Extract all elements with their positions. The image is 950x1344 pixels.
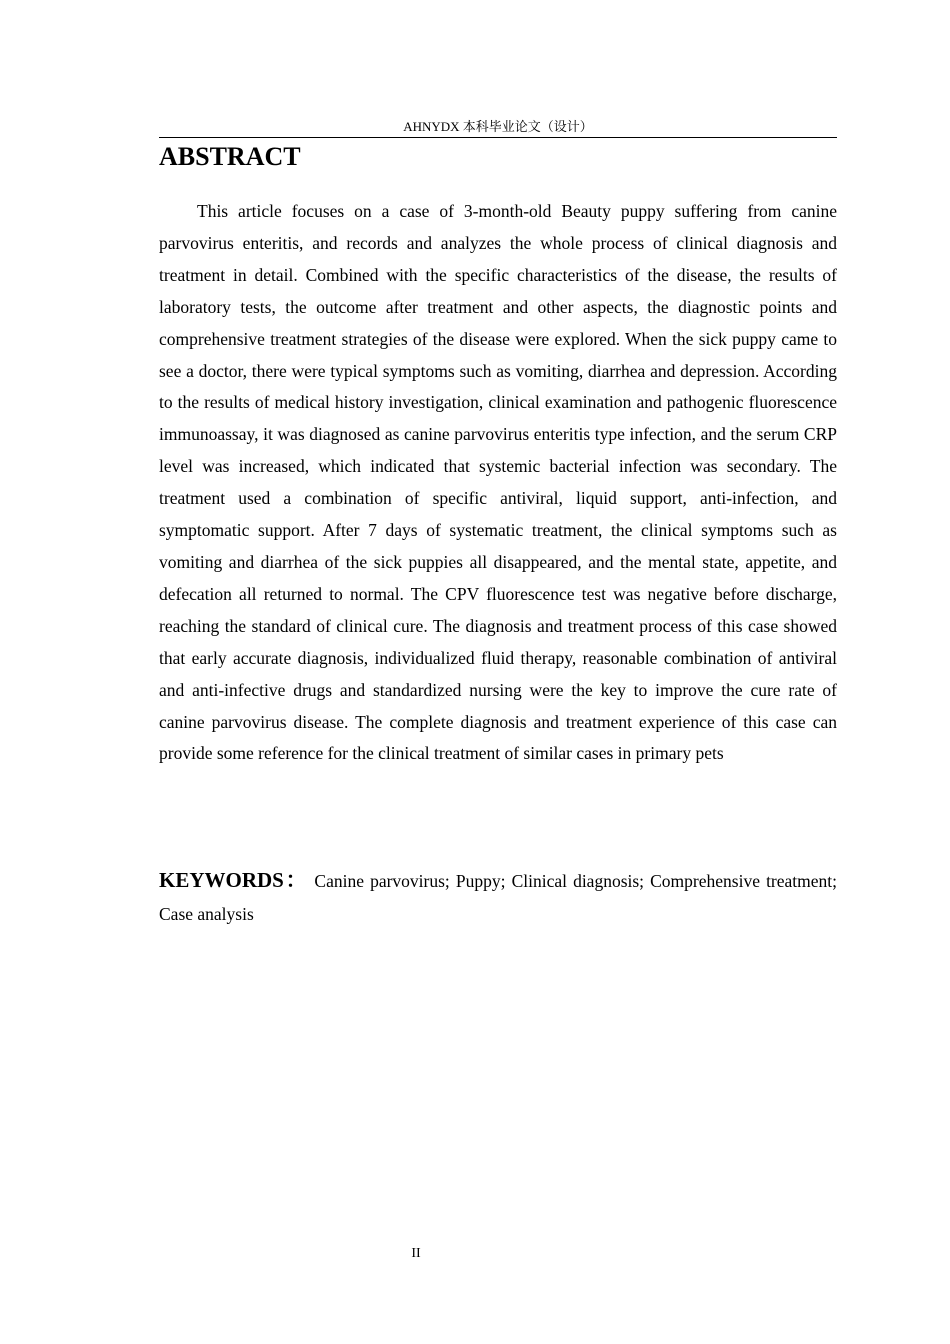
keywords-section bbox=[159, 864, 837, 931]
abstract-paragraph: This article focuses on a case of 3-month-old Beauty puppy suffering from canine parvovirus enteritis, and records and analyzes the whole process of clinical diagnosis and treatment in detail. Combined with the specific characteristics of the disease, the results of laboratory tests, the outcome after treatment and other aspects, the diagnostic points and comprehensive treatment strategies of the disease were explored. When the sick puppy came to see a doctor, there were typical symptoms such as vomiting, diarrhea and depression. According to the results of medical history investigation, clinical examination and pathogenic fluorescence immunoassay, it was diagnosed as canine parvovirus enteritis type infection, and the serum CRP level was increased, which indicated that systemic bacterial infection was secondary. The treatment used a combination of specific antiviral, liquid support, anti-infection, and symptomatic support. After 7 days of systematic treatment, the clinical symptoms such as vomiting and diarrhea of the sick puppies all disappeared, and the mental state, appetite, and defecation all returned to normal. The CPV fluorescence test was negative before discharge, reaching the standard of clinical cure. The diagnosis and treatment process of this case showed that early accurate diagnosis, individualized fluid therapy, reasonable combination of antiviral and anti-infective drugs and standardized nursing were the key to improve the cure rate of canine parvovirus disease. The complete diagnosis and treatment experience of this case can provide some reference for the clinical treatment of similar cases in primary pets bbox=[159, 201, 837, 764]
keywords-text: Canine parvovirus; Puppy; Clinical diagnosis; Comprehensive treatment; Case analysis bbox=[159, 871, 838, 924]
page-number: II bbox=[411, 1246, 421, 1261]
abstract-title: ABSTRACT bbox=[159, 142, 301, 171]
running-header: AHNYDX 本科毕业论文（设计） bbox=[159, 118, 837, 138]
keywords-label: KEYWORDS： bbox=[159, 868, 309, 892]
